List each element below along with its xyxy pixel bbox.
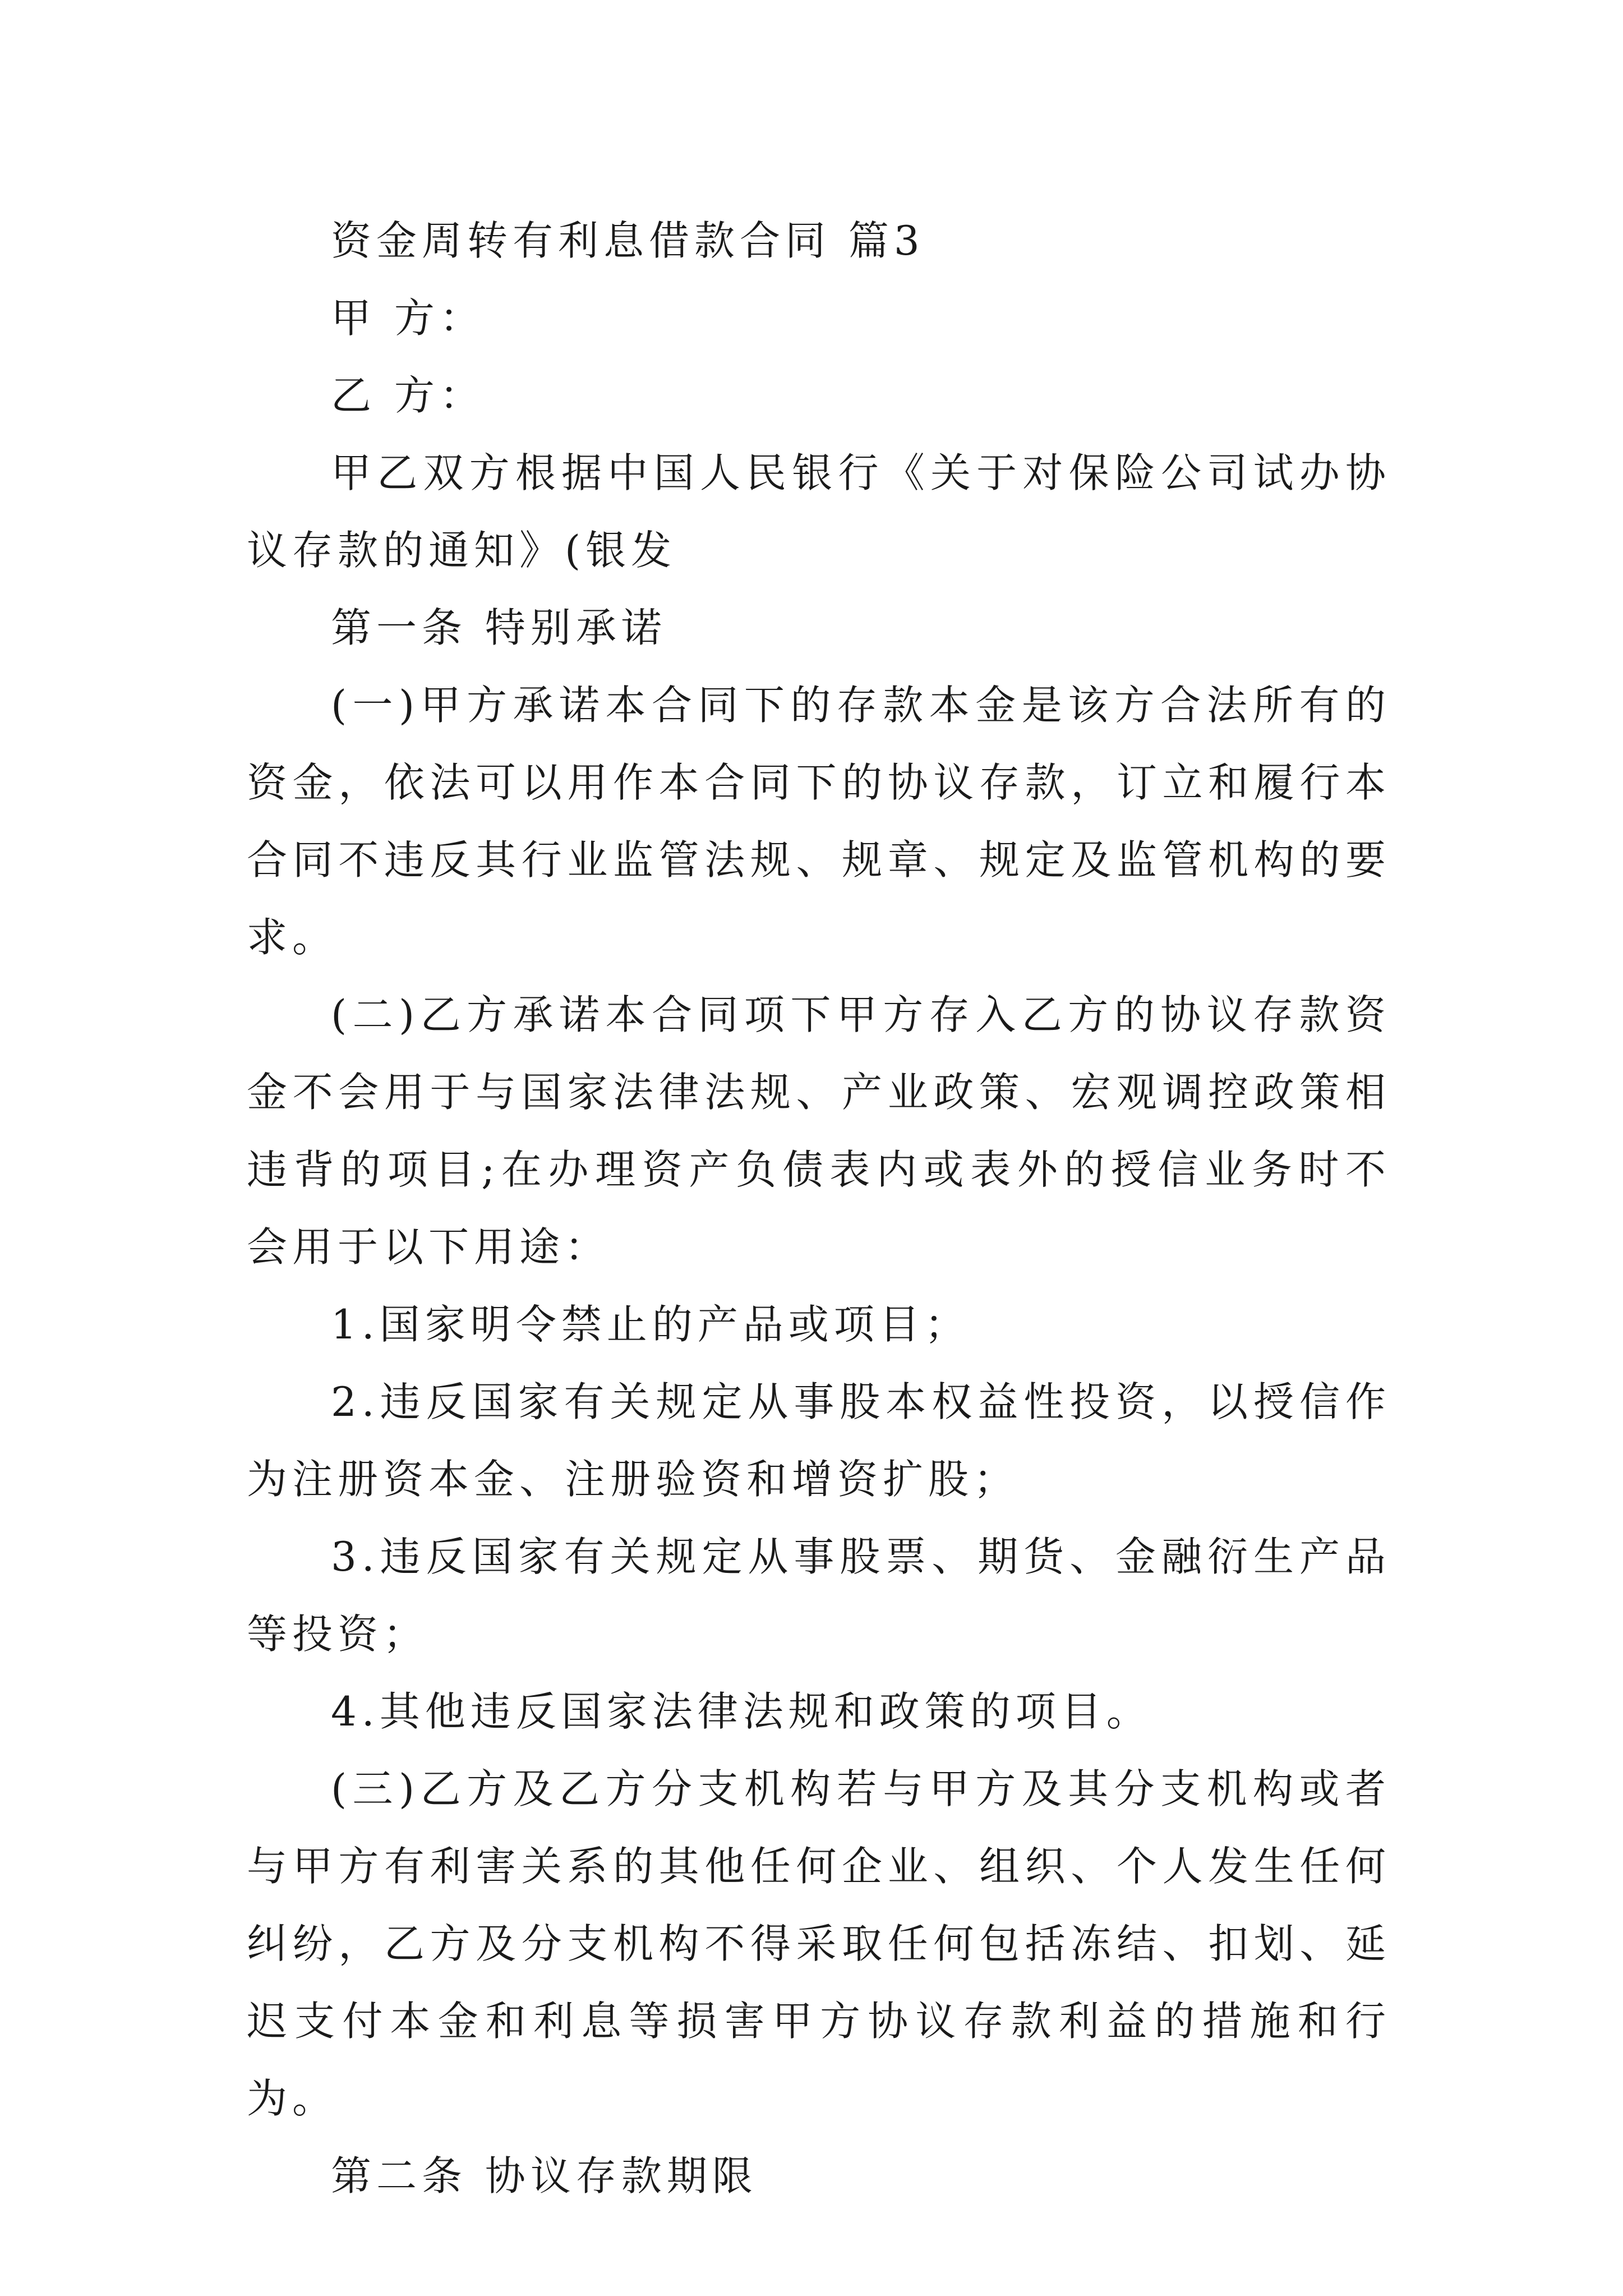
article-2-heading: 第二条 协议存款期限 — [331, 2152, 758, 2200]
article-1-clause-3: (三)乙方及乙方分支机构若与甲方及其分支机构或者与甲方有利害关系的其他任何企业、组织、个人发生任何纠纷，乙方及分支机构不得采取任何包括冻结、扣划、延迟支付本金和利息等损害甲方协议存款利益的措施和行为。 — [247, 1765, 1391, 2122]
list-item-4: 4.其他违反国家法律法规和政策的项目。 — [331, 1688, 1152, 1735]
intro-paragraph: 甲乙双方根据中国人民银行《关于对保险公司试办协议存款的通知》(银发 — [247, 449, 1391, 574]
article-1-clause-1: (一)甲方承诺本合同下的存款本金是该方合法所有的资金，依法可以用作本合同下的协议存款，订立和履行本合同不违反其行业监管法规、规章、规定及监管机构的要求。 — [247, 682, 1391, 961]
list-item-3: 3.违反国家有关规定从事股票、期货、金融衍生产品等投资； — [247, 1533, 1391, 1658]
party-a-line: 甲 方： — [331, 295, 485, 342]
document-body — [247, 202, 1391, 2215]
article-1-clause-2: (二)乙方承诺本合同项下甲方存入乙方的协议存款资金不会用于与国家法律法规、产业政策、宏观调控政策相违背的项目;在办理资产负债表内或表外的授信业务时不会用于以下用途： — [247, 991, 1391, 1271]
party-b-line: 乙 方： — [331, 372, 485, 419]
document-title: 资金周转有利息借款合同 篇3 — [331, 217, 925, 264]
list-item-1: 1.国家明令禁止的产品或项目； — [331, 1301, 970, 1348]
list-item-2: 2.违反国家有关规定从事股本权益性投资，以授信作为注册资本金、注册验资和增资扩股； — [247, 1378, 1391, 1503]
article-1-heading: 第一条 特别承诺 — [331, 604, 667, 651]
